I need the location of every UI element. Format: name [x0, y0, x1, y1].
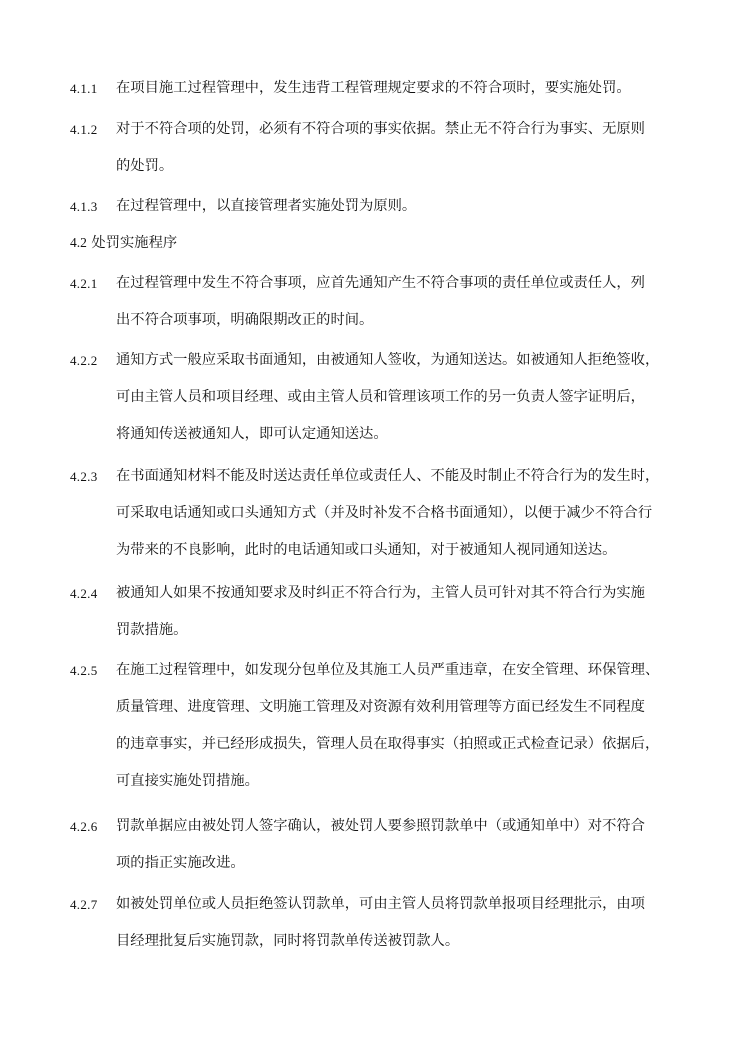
clause-4-1-3: [70, 193, 690, 225]
clause-4-2-2: [70, 347, 690, 453]
clause-line: 的处罚。: [116, 158, 174, 174]
clause-line: 在过程管理中发生不符合事项，应首先通知产生不符合事项的责任单位或责任人，列: [116, 275, 645, 291]
clause-line: 质量管理、进度管理、文明施工管理及对资源有效利用管理等方面已经发生不同程度: [116, 699, 645, 715]
clause-4-2-6: [70, 813, 690, 882]
clause-text: [116, 188, 690, 225]
clause-line: 的违章事实，并已经形成损失，管理人员在取得事实（拍照或正式检查记录）依据后，: [116, 736, 660, 752]
clause-number: 4.1.1: [70, 81, 98, 96]
clause-number: 4.2.5: [70, 663, 98, 678]
clause-line: 为带来的不良影响，此时的电话通知或口头通知，对于被通知人视同通知送达。: [116, 542, 617, 558]
clause-text: [116, 575, 690, 649]
clause-line: 可直接实施处罚措施。: [116, 773, 259, 789]
clause-line: 在书面通知材料不能及时送达责任单位或责任人、不能及时制止不符合行为的发生时，: [116, 468, 660, 484]
clause-text: [116, 808, 690, 882]
section-number: 4.2: [70, 235, 87, 250]
clause-text: [116, 342, 690, 453]
clause-4-2-7: [70, 891, 690, 960]
clause-line: 如被处罚单位或人员拒绝签认罚款单，可由主管人员将罚款单报项目经理批示，由项: [116, 896, 645, 912]
clause-text: [116, 265, 690, 339]
clause-line: 在过程管理中，以直接管理者实施处罚为原则。: [116, 198, 417, 214]
clause-number: 4.2.3: [70, 469, 98, 484]
clause-4-2-1: [70, 270, 690, 339]
clause-number: 4.2.6: [70, 819, 98, 834]
clause-4-2-3: [70, 463, 690, 569]
clause-line: 目经理批复后实施罚款，同时将罚款单传送被罚款人。: [116, 933, 460, 949]
clause-line: 可采取电话通知或口头通知方式（并及时补发不合格书面通知），以便于减少不符合行: [116, 505, 653, 521]
clause-text: [116, 111, 690, 185]
clause-number: 4.2.4: [70, 586, 98, 601]
clause-line: 罚款措施。: [116, 622, 188, 638]
section-heading: [70, 229, 177, 257]
clause-text: [116, 886, 690, 960]
section-title: 处罚实施程序: [91, 235, 178, 251]
clause-number: 4.1.2: [70, 122, 98, 137]
clause-line: 将通知传送被通知人，即可认定通知送达。: [116, 426, 388, 442]
clause-line: 通知方式一般应采取书面通知，由被通知人签收，为通知送达。如被通知人拒绝签收，: [116, 352, 660, 368]
clause-text: [116, 70, 690, 107]
clause-line: 对于不符合项的处罚，必须有不符合项的事实依据。禁止无不符合行为事实、无原则: [116, 121, 645, 137]
clause-number: 4.2.1: [70, 276, 98, 291]
clause-line: 被通知人如果不按通知要求及时纠正不符合行为，主管人员可针对其不符合行为实施: [116, 585, 645, 601]
clause-line: 在项目施工过程管理中，发生违背工程管理规定要求的不符合项时，要实施处罚。: [116, 80, 631, 96]
clause-number: 4.2.2: [70, 353, 98, 368]
clause-line: 罚款单据应由被处罚人签字确认，被处罚人要参照罚款单中（或通知单中）对不符合: [116, 818, 645, 834]
clause-4-1-1: [70, 75, 690, 107]
clause-line: 项的指正实施改进。: [116, 855, 245, 871]
clause-4-2-4: [70, 580, 690, 649]
clause-text: [116, 652, 690, 800]
clause-number: 4.1.3: [70, 199, 98, 214]
clause-4-1-2: [70, 116, 690, 185]
clause-text: [116, 458, 690, 569]
clause-line: 可由主管人员和项目经理、或由主管人员和管理该项工作的另一负责人签字证明后，: [116, 389, 645, 405]
clause-number: 4.2.7: [70, 897, 98, 912]
clause-line: 在施工过程管理中，如发现分包单位及其施工人员严重违章，在安全管理、环保管理、: [116, 662, 660, 678]
clause-line: 出不符合项事项，明确限期改正的时间。: [116, 312, 374, 328]
clause-4-2-5: [70, 657, 690, 800]
